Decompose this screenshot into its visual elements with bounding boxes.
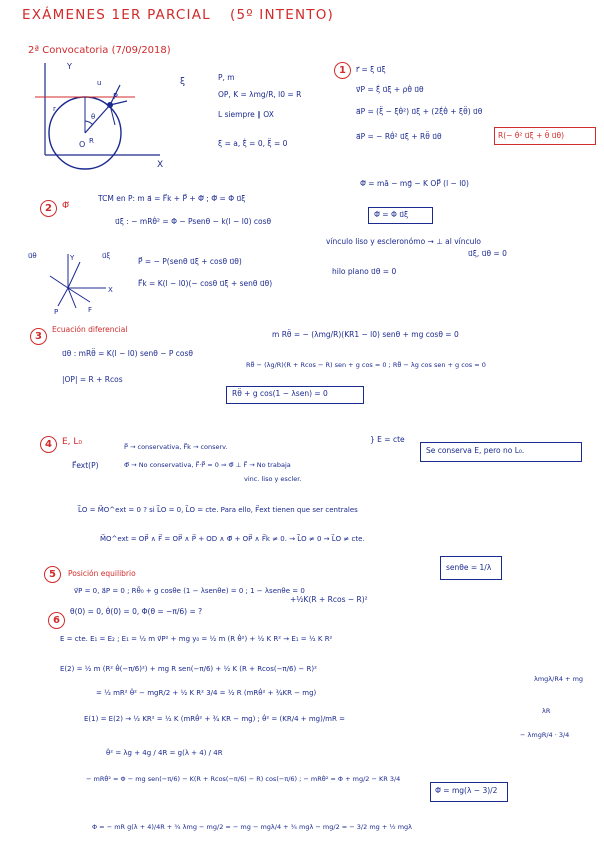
s2-label: Φ⃗ bbox=[62, 201, 70, 211]
s3-line-1: m Rθ̈ = − (λmg/R)(KR1 − l0) senθ + mg cosθ = 0 bbox=[272, 330, 459, 339]
s2-note-3: hilo plano u⃗θ = 0 bbox=[332, 267, 397, 276]
force-diagram bbox=[28, 246, 138, 321]
s3-line-3: |OP| = R + Rcos bbox=[62, 375, 123, 384]
s1-line-1: r⃗ = ξ u⃗ξ bbox=[356, 65, 386, 74]
s3-line-4: Rθ̈ − (λg/R)(R + Rcos − R) sen + g cos = 0 ; Rθ̈ − λg cos sen + g cos = 0 bbox=[246, 361, 486, 369]
s2-right: Φ⃗ = mā − mg⃗ − K OP⃗ (l − l0) bbox=[360, 179, 469, 188]
s2-boxed: Φ⃗ = Φ u⃗ξ bbox=[374, 210, 409, 219]
fig1-label-x: X bbox=[157, 160, 164, 170]
s6-line-8: λR bbox=[542, 707, 551, 715]
s6-line-3: E = cte. E₁ = E₂ ; E₁ = ½ m v⃗P² + mg y₀ = ½ m (R θ̇²) + ½ K R² → E₁ = ½ K R² bbox=[60, 635, 333, 643]
section-4-number: 4 bbox=[40, 436, 57, 453]
s4-line-4: L⃗̇O = M⃗O^ext = 0 ? si L⃗̇O = 0, L⃗O = cte. Para ello, F⃗ext tienen que ser centrales bbox=[78, 506, 358, 514]
fig1-label-theta: θ bbox=[91, 113, 96, 121]
page-subtitle: (5º INTENTO) bbox=[230, 7, 335, 23]
s4-line-2: Φ⃗ → No conservativa, F⃗·P⃗ = 0 ⇒ Φ⃗ ⊥ F⃗ → No trabaja bbox=[124, 461, 291, 469]
circle-diagram bbox=[25, 55, 175, 170]
fig2-label-y: Y bbox=[70, 254, 75, 262]
side-xi-label: ξ bbox=[180, 77, 186, 87]
s4-line-3: vinc. liso y escler. bbox=[244, 475, 302, 483]
fig2-label-uxi: u⃗ξ bbox=[102, 252, 111, 260]
fig1-label-o: O bbox=[79, 140, 86, 149]
section-6-number: 6 bbox=[48, 612, 65, 629]
s5-line-1: v⃗P = 0, a⃗P = 0 ; Rθ̈₀ + g cosθe (1 − λsenθe) = 0 ; 1 − λsenθe = 0 bbox=[74, 587, 305, 595]
section-5-number: 5 bbox=[44, 566, 61, 583]
fig1-label-r: R bbox=[89, 137, 94, 145]
data-line-1: P, m bbox=[218, 73, 235, 82]
fig1-label-y: Y bbox=[67, 62, 72, 71]
fig2-label-f: F bbox=[88, 306, 93, 314]
s2-note-1: vínculo liso y escleronómo → ⊥ al vínculo bbox=[326, 237, 482, 246]
s4-title: E, L₀ bbox=[62, 437, 83, 447]
convocatoria-heading: 2ª Convocatoria (7/09/2018) bbox=[28, 45, 171, 56]
s4-boxed: Se conserva E, pero no L₀. bbox=[426, 446, 525, 455]
s6-line-2: +½K(R + Rcos − R)² bbox=[290, 595, 368, 604]
s3-boxed: Rθ̈ + g cos(1 − λsen) = 0 bbox=[232, 389, 328, 398]
s2-line-2: u⃗ξ : − mRθ̇² = Φ − Psenθ − k(l − l0) cosθ bbox=[115, 217, 272, 226]
s2-line-4: F⃗k = K(l − l0)(− cosθ u⃗ξ + senθ u⃗θ) bbox=[138, 279, 273, 288]
fig2-label-p: P bbox=[54, 308, 59, 316]
data-line-2: OP, K = λmg/R, l0 = R bbox=[218, 90, 302, 99]
s4-econst: } E = cte bbox=[370, 435, 405, 444]
s1-line-2: v⃗P = ξ̇ u⃗ξ + ρθ̇ u⃗θ bbox=[356, 85, 424, 94]
s2-line-1: TCM en P: m a⃗ = F⃗k + P⃗ + Φ⃗ ; Φ⃗ = Φ u⃗ξ bbox=[98, 194, 246, 203]
s3-line-2: u⃗θ : mRθ̈ = K(l − l0) senθ − P cosθ bbox=[62, 349, 193, 358]
fig1-label-u: u bbox=[97, 79, 102, 87]
s6-line-13: Φ = − mR g(λ + 4)/4R + ¾ λmg − mg/2 = − mg − mgλ/4 + ¾ mgλ − mg/2 = − 3/2 mg + ½ mgλ bbox=[92, 823, 413, 831]
s4-line-5: M⃗O^ext = OP⃗ ∧ F⃗ = OP⃗ ∧ P⃗ + OD ∧ Φ⃗ + OP⃗ ∧ F⃗k ≠ 0. → L⃗̇O ≠ 0 → L⃗O ≠ cte. bbox=[100, 535, 365, 543]
s6-line-9: θ̇² = λg + 4g / 4R = g(λ + 4) / 4R bbox=[106, 749, 223, 757]
s6-line-4: E(2) = ½ m (R² θ̇(−π/6)²) + mg R sen(−π/6) + ½ K (R + Rcos(−π/6) − R)² bbox=[60, 665, 317, 673]
s6-line-7: λmgλ/R4 + mg bbox=[534, 675, 584, 683]
s4-fext: F⃗ext(P) bbox=[72, 461, 99, 470]
fig1-label-r2: r bbox=[53, 105, 56, 113]
fig1-label-p: P bbox=[113, 92, 118, 101]
s2-line-3: P⃗ = − P(senθ u⃗ξ + cosθ u⃗θ) bbox=[138, 257, 242, 266]
section-1-number: 1 bbox=[334, 62, 351, 79]
s2-note-2: u⃗ξ, u⃗θ = 0 bbox=[468, 249, 507, 258]
fig2-label-ut: u⃗θ bbox=[28, 252, 37, 260]
data-line-3: L siempre ∥ OX bbox=[218, 110, 274, 119]
s1-line-3: a⃗P = (ξ̈ − ξθ̇²) u⃗ξ + (2ξ̇θ̇ + ξθ̈) u⃗θ bbox=[356, 107, 483, 116]
section-3-number: 3 bbox=[30, 328, 47, 345]
page-title: EXÁMENES 1ER PARCIAL bbox=[22, 7, 211, 23]
s6-line-1: θ(0) = 0, θ̇(0) = 0, Φ(θ = −π/6) = ? bbox=[70, 607, 203, 616]
s3-title: Ecuación diferencial bbox=[52, 325, 128, 334]
s1-line-4: a⃗P = − Rθ̇² u⃗ξ + Rθ̈ u⃗θ bbox=[356, 132, 442, 141]
section-2-number: 2 bbox=[40, 200, 57, 217]
s4-line-1: P⃗ → conservativa, F⃗k → conserv. bbox=[124, 443, 228, 451]
s6-line-5: = ½ mR² θ̇² − mgR/2 + ½ K R² 3/4 = ½ R (mRθ̇² + ¾KR − mg) bbox=[96, 689, 317, 697]
s5-boxed: senθe = 1/λ bbox=[446, 563, 492, 572]
s6-line-11: − λmgR/4 · 3/4 bbox=[520, 731, 570, 739]
data-line-4: ξ = a, ξ̇ = 0, ξ̈ = 0 bbox=[218, 139, 288, 148]
s1-boxed: R(− θ̇² u⃗ξ + θ̈ u⃗θ) bbox=[498, 131, 565, 140]
fig2-label-x: X bbox=[108, 286, 113, 294]
s5-title: Posición equilibrio bbox=[68, 569, 136, 578]
s6-line-10: − mRθ̇² = Φ − mg sen(−π/6) − K(R + Rcos(−π/6) − R) cos(−π/6) ; − mRθ̇² = Φ + mg/2 − KR 3/4 bbox=[86, 775, 401, 783]
s6-line-6: E(1) = E(2) → ½ KR² = ½ K (mRθ̇² + ¾ KR − mg) ; θ̇² = (KR/4 + mg)/mR = bbox=[84, 715, 345, 723]
s6-line-12: Φ⃗ = mg(λ − 3)/2 bbox=[435, 786, 498, 795]
